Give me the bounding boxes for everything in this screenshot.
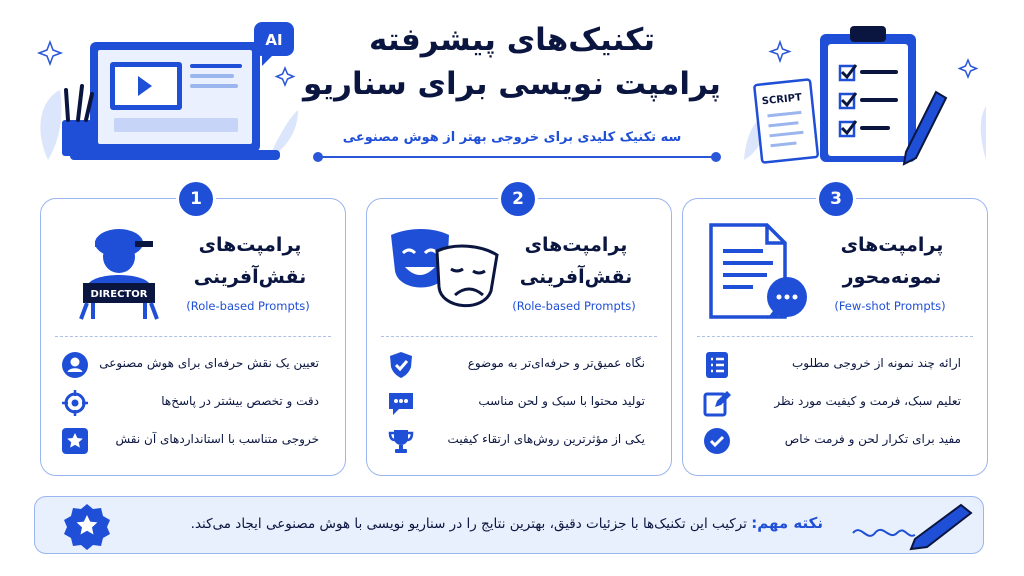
edit-icon [703, 389, 731, 417]
title-line-2: پرامپت نویسی برای سناریو [303, 66, 721, 102]
card-title [175, 229, 325, 293]
list-icon [703, 351, 731, 379]
page-title [300, 18, 724, 106]
list-item [61, 389, 325, 417]
director-icon [59, 221, 179, 321]
list-item-text: نگاه عمیق‌تر و حرفه‌ای‌تر به موضوع [467, 356, 645, 370]
card-divider [381, 336, 657, 337]
note-body: ترکیب این تکنیک‌ها با جزئیات دقیق، بهترین نتایج را در سناریو نویسی با هوش مصنوعی ایجاد می‌کند. [190, 516, 747, 532]
theater-masks-icon [385, 221, 505, 321]
card-number-badge: 1 [179, 182, 213, 216]
list-item-text: ارائه چند نمونه از خروجی مطلوب [791, 356, 961, 370]
title-line-1: تکنیک‌های پیشرفته [369, 22, 655, 58]
card-role-based-2 [366, 189, 672, 476]
card-title-line-1: پرامپت‌های [198, 234, 302, 256]
list-item-text: خروجی متناسب با استانداردهای آن نقش [115, 432, 319, 446]
card-title-line-2: نقش‌آفرینی [193, 266, 307, 288]
card-number-badge: 3 [819, 182, 853, 216]
card-subtitle-en: (Role-based Prompts) [186, 299, 310, 313]
chat-icon [387, 389, 415, 417]
list-item-text: تعلیم سبک، فرمت و کیفیت مورد نظر [774, 394, 961, 408]
card-divider [697, 336, 973, 337]
card-title [817, 229, 967, 293]
check-circle-icon [703, 427, 731, 455]
card-title-line-2: نقش‌آفرینی [519, 266, 633, 288]
sparkle-icon [39, 42, 61, 64]
user-icon [61, 351, 89, 379]
card-number-badge: 2 [501, 182, 535, 216]
card-title-line-2: نمونه‌محور [842, 266, 942, 288]
list-item [61, 351, 325, 379]
list-item-text: یکی از مؤثرترین روش‌های ارتقاء کیفیت [447, 432, 645, 446]
list-item [387, 427, 651, 455]
page-subtitle: سه تکنیک کلیدی برای خروجی بهتر از هوش مصنوعی [342, 130, 682, 145]
important-note-bar [34, 496, 984, 554]
list-item-text: تولید محتوا با سبک و لحن مناسب [478, 394, 645, 408]
clipboard-illustration [740, 20, 990, 168]
laptop-illustration [30, 20, 300, 165]
header-divider [318, 156, 716, 158]
list-item [703, 351, 967, 379]
card-title [501, 229, 651, 293]
note-text [191, 514, 823, 532]
list-item-text: تعیین یک نقش حرفه‌ای برای هوش مصنوعی [99, 356, 319, 370]
ai-badge-label: AI [265, 31, 283, 49]
card-role-based-1 [40, 189, 346, 476]
script-label: SCRIPT [761, 92, 803, 108]
card-title-line-1: پرامپت‌های [524, 234, 628, 256]
list-item [703, 389, 967, 417]
list-item [387, 389, 651, 417]
list-item [703, 427, 967, 455]
sparkle-icon [277, 68, 294, 85]
card-subtitle-en: (Few-shot Prompts) [834, 299, 946, 313]
divider-dot-right [711, 152, 721, 162]
list-item-text: دقت و تخصص بیشتر در پاسخ‌ها [161, 394, 319, 408]
card-few-shot [682, 189, 988, 476]
note-label: نکته مهم: [751, 514, 823, 532]
list-item [387, 351, 651, 379]
target-icon [61, 389, 89, 417]
star-badge-icon [63, 502, 111, 550]
document-chat-icon [701, 221, 821, 321]
director-label: DIRECTOR [90, 289, 148, 300]
list-item [61, 427, 325, 455]
divider-dot-left [313, 152, 323, 162]
card-subtitle-en: (Role-based Prompts) [512, 299, 636, 313]
badge-check-icon [387, 351, 415, 379]
card-divider [55, 336, 331, 337]
sparkle-icon [960, 60, 977, 77]
card-title-line-1: پرامپت‌های [840, 234, 944, 256]
list-item-text: مفید برای تکرار لحن و فرمت خاص [784, 432, 961, 446]
trophy-icon [387, 427, 415, 455]
pen-icon [847, 499, 977, 551]
sparkle-icon [771, 42, 790, 61]
star-icon [61, 427, 89, 455]
